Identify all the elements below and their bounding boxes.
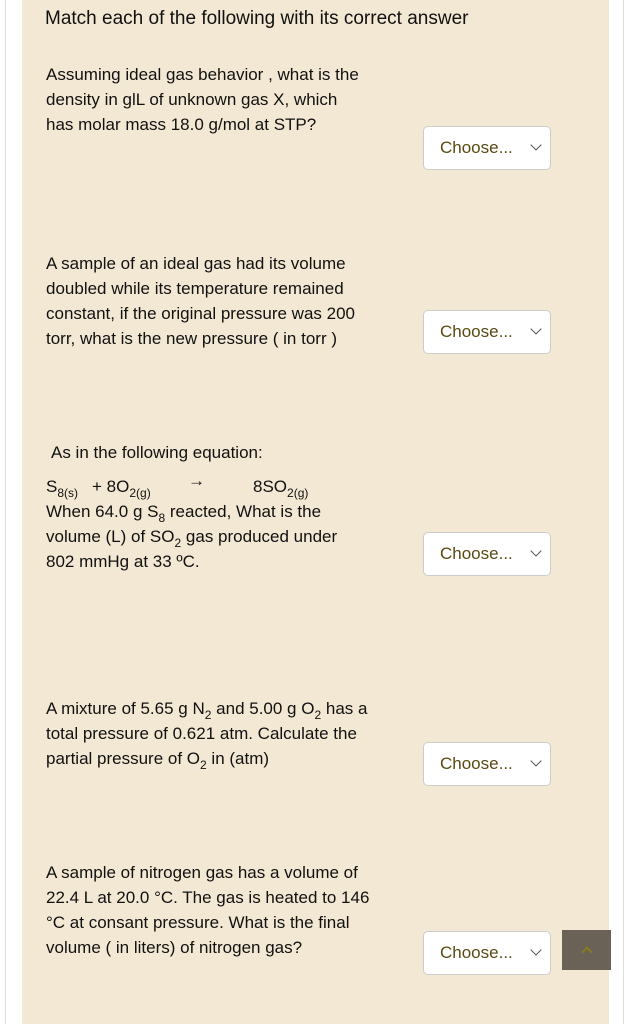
q3-intro: As in the following equation: bbox=[51, 443, 263, 462]
q3-line: 802 mmHg at 33 ºC. bbox=[46, 552, 200, 571]
chevron-down-icon bbox=[530, 755, 541, 766]
text: and 5.00 g O bbox=[211, 699, 315, 718]
eq-sub: 8(s) bbox=[57, 486, 79, 500]
select-value: Choose... bbox=[440, 138, 513, 157]
question-1 bbox=[46, 62, 406, 137]
question-title: Match each of the following with its correct answer bbox=[45, 8, 469, 29]
select-value: Choose... bbox=[440, 322, 513, 341]
answer-select-1[interactable] bbox=[423, 126, 551, 170]
q5-line: volume ( in liters) of nitrogen gas? bbox=[46, 938, 303, 957]
text: When 64.0 g S bbox=[46, 502, 159, 521]
answer-select-2[interactable] bbox=[423, 310, 551, 354]
eq-so2: 8SO bbox=[253, 477, 288, 496]
eq-o2: + 8O bbox=[92, 477, 130, 496]
select-value: Choose... bbox=[440, 754, 513, 773]
chevron-up-icon bbox=[581, 946, 592, 957]
eq-sub: 2(g) bbox=[287, 486, 309, 500]
sub: 2 bbox=[174, 536, 182, 550]
question-5 bbox=[46, 860, 406, 960]
text: reacted, What is the bbox=[165, 502, 322, 521]
q2-line: A sample of an ideal gas had its volume bbox=[46, 254, 346, 273]
answer-select-5[interactable] bbox=[423, 931, 551, 975]
select-value: Choose... bbox=[440, 943, 513, 962]
chemical-equation bbox=[46, 471, 406, 500]
eq-sub: 2(g) bbox=[129, 486, 151, 500]
eq-s8: S bbox=[46, 477, 58, 496]
text: volume (L) of SO bbox=[46, 527, 175, 546]
q2-line: doubled while its temperature remained bbox=[46, 279, 344, 298]
q5-line: 22.4 L at 20.0 °C. The gas is heated to 146 bbox=[46, 888, 370, 907]
q4-line bbox=[46, 746, 406, 771]
q3-line bbox=[46, 524, 406, 549]
chevron-down-icon bbox=[530, 139, 541, 150]
q3-line bbox=[46, 499, 406, 524]
text: gas produced under bbox=[181, 527, 338, 546]
answer-select-4[interactable] bbox=[423, 742, 551, 786]
q1-line: has molar mass 18.0 g/mol at STP? bbox=[46, 115, 317, 134]
question-3 bbox=[46, 440, 406, 574]
sub: 8 bbox=[158, 511, 166, 525]
sub: 2 bbox=[200, 758, 207, 772]
q1-line: Assuming ideal gas behavior , what is the bbox=[46, 65, 359, 84]
q4-line bbox=[46, 696, 406, 721]
q4-line: total pressure of 0.621 atm. Calculate the bbox=[46, 724, 357, 743]
chevron-down-icon bbox=[530, 323, 541, 334]
q1-line: density in glL of unknown gas X, which bbox=[46, 90, 338, 109]
arrow-right-icon: → bbox=[188, 471, 205, 490]
select-value: Choose... bbox=[440, 544, 513, 563]
answer-select-3[interactable] bbox=[423, 532, 551, 576]
chevron-down-icon bbox=[530, 944, 541, 955]
q2-line: constant, if the original pressure was 200 bbox=[46, 304, 356, 323]
text: partial pressure of O bbox=[46, 749, 201, 768]
text: has a bbox=[321, 699, 368, 718]
q2-line: torr, what is the new pressure ( in torr ) bbox=[46, 329, 337, 348]
question-2 bbox=[46, 251, 406, 351]
chevron-down-icon bbox=[530, 545, 541, 556]
q5-line: °C at consant pressure. What is the final bbox=[46, 913, 350, 932]
sub: 2 bbox=[204, 708, 212, 722]
question-4 bbox=[46, 696, 406, 771]
q5-line: A sample of nitrogen gas has a volume of bbox=[46, 863, 358, 882]
text: in (atm) bbox=[206, 749, 270, 768]
text: A mixture of 5.65 g N bbox=[46, 699, 205, 718]
scroll-to-top-button[interactable] bbox=[562, 930, 611, 970]
sub: 2 bbox=[314, 708, 322, 722]
